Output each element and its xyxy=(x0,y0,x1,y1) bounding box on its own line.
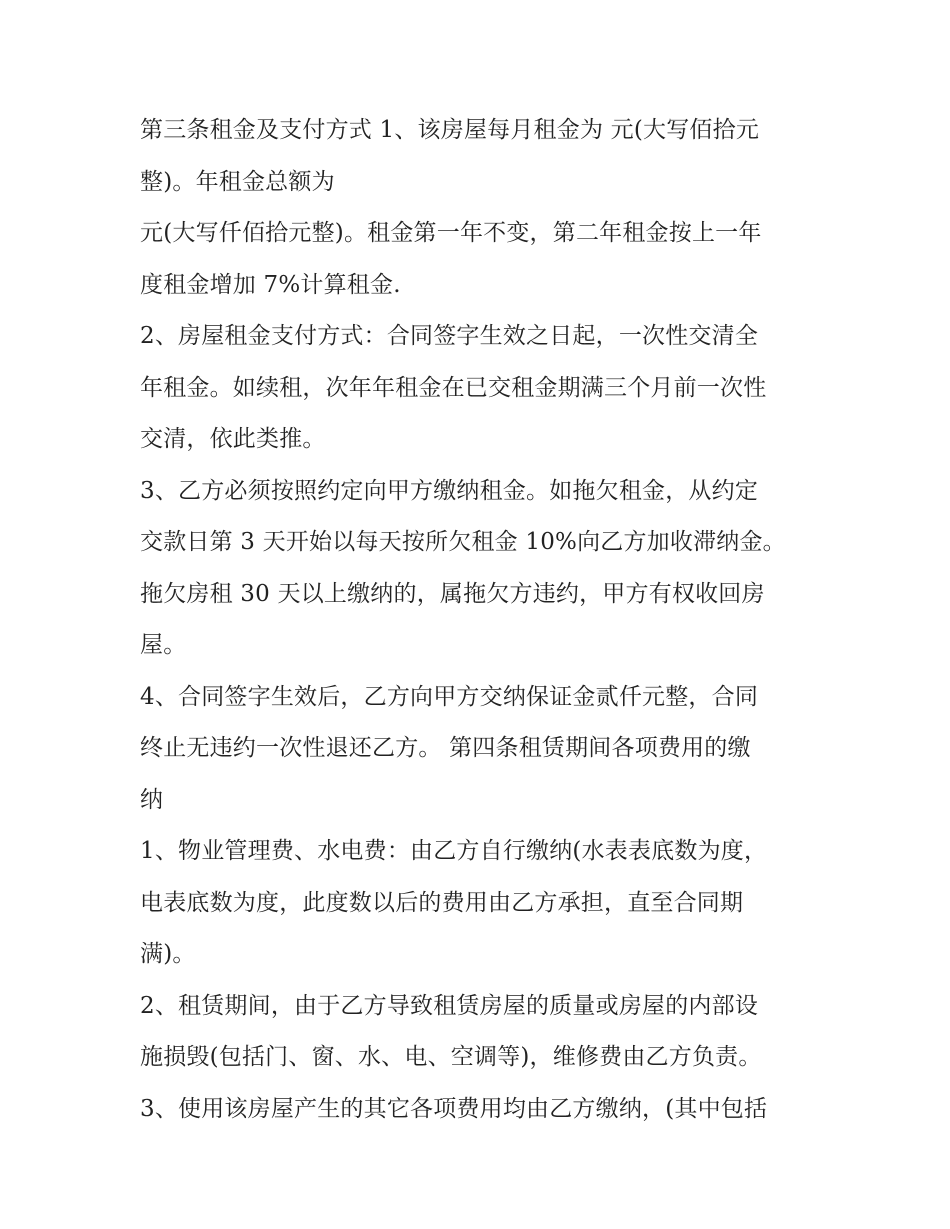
text-line-3: 元(大写仟佰拾元整)。租金第一年不变，第二年租金按上一年 xyxy=(140,220,762,246)
text-line-6: 年租金。如续租，次年年租金在已交租金期满三个月前一次性 xyxy=(140,374,767,401)
text-line-11: 屋。 xyxy=(140,632,187,658)
text-line-5: 2、房屋租金支付方式：合同签字生效之日起，一次性交清全 xyxy=(140,323,759,349)
text-line-12: 4、合同签字生效后，乙方向甲方交纳保证金贰仟元整，合同 xyxy=(140,683,759,710)
text-line-4: 度租金增加 7%计算租金. xyxy=(140,271,401,298)
text-line-1: 第三条租金及支付方式 1、该房屋每月租金为 元(大写佰拾元 xyxy=(140,117,760,143)
text-line-9: 交款日第 3 天开始以每天按所欠租金 10%向乙方加收滞纳金。 xyxy=(140,529,786,555)
text-line-7: 交清，依此类推。 xyxy=(140,426,326,452)
text-line-16: 电表底数为度，此度数以后的费用由乙方承担，直至合同期 xyxy=(140,889,744,916)
text-line-8: 3、乙方必须按照约定向甲方缴纳租金。如拖欠租金，从约定 xyxy=(140,477,759,504)
document-body xyxy=(140,105,830,1135)
text-line-10: 拖欠房租 30 天以上缴纳的，属拖欠方违约，甲方有权收回房 xyxy=(140,580,765,607)
text-line-20: 3、使用该房屋产生的其它各项费用均由乙方缴纳，(其中包括 xyxy=(140,1095,768,1122)
text-line-13: 终止无违约一次性退还乙方。 第四条租赁期间各项费用的缴 xyxy=(140,735,751,761)
text-line-15: 1、物业管理费、水电费：由乙方自行缴纳(水表表底数为度， xyxy=(140,838,768,864)
text-line-14: 纳 xyxy=(140,786,164,813)
text-line-17: 满)。 xyxy=(140,941,196,967)
text-line-18: 2、租赁期间，由于乙方导致租赁房屋的质量或房屋的内部设 xyxy=(140,992,759,1019)
text-line-19: 施损毁(包括门、窗、水、电、空调等)，维修费由乙方负责。 xyxy=(140,1044,762,1070)
text-line-2: 整)。年租金总额为 xyxy=(140,168,335,195)
